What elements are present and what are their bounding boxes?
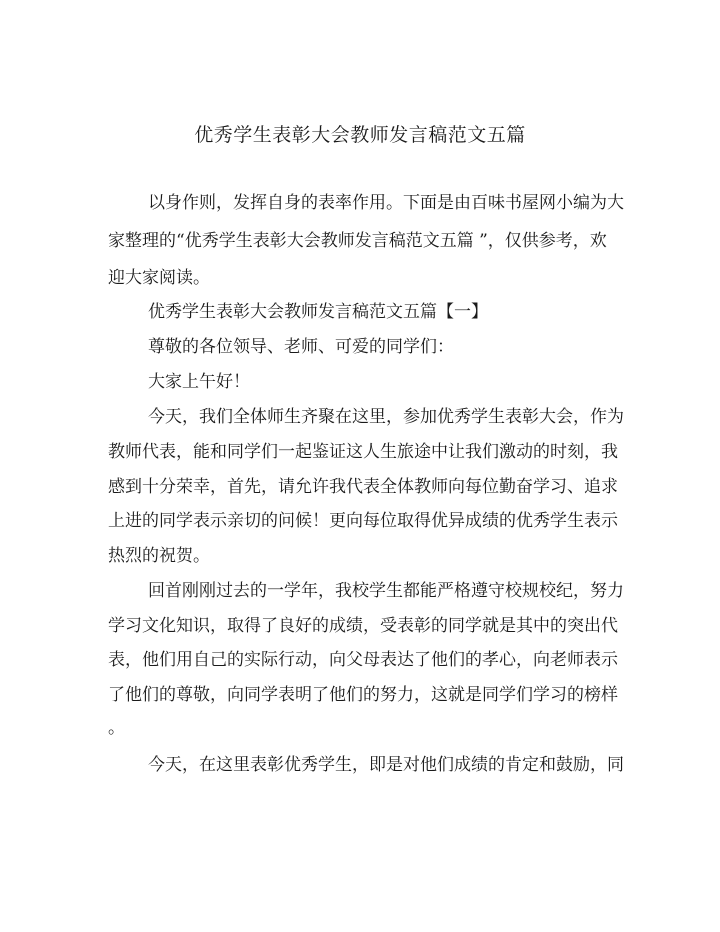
section-heading: 优秀学生表彰大会教师发言稿范文五篇【一】 xyxy=(148,302,488,322)
text-line: 回首刚刚过去的一学年，我校学生都能严格遵守校规校纪，努力 xyxy=(148,581,624,601)
greeting: 大家上午好！ xyxy=(148,372,250,392)
text-line: 以身作则，发挥自身的表率作用。下面是由百味书屋网小编为大 xyxy=(148,193,624,213)
text-line: 教师代表，能和同学们一起鉴证这人生旅途中让我们激动的时刻，我 xyxy=(108,442,618,462)
text-line: 迎大家阅读。 xyxy=(108,268,210,288)
text-line: 今天，在这里表彰优秀学生，即是对他们成绩的肯定和鼓励，同 xyxy=(148,755,624,775)
salutation: 尊敬的各位领导、老师、可爱的同学们： xyxy=(148,337,454,357)
text-line: 家整理的“优秀学生表彰大会教师发言稿范文五篇 ”，仅供参考，欢 xyxy=(108,231,607,251)
text-line: 了他们的尊敬，向同学表明了他们的努力，这就是同学们学习的榜样 xyxy=(108,685,618,705)
text-line: 表，他们用自己的实际行动，向父母表达了他们的孝心，向老师表示 xyxy=(108,650,618,670)
text-line: 今天，我们全体师生齐聚在这里，参加优秀学生表彰大会，作为 xyxy=(148,407,624,427)
text-line: 热烈的祝贺。 xyxy=(108,546,210,566)
text-line: 。 xyxy=(108,718,125,738)
text-line: 学习文化知识，取得了良好的成绩，受表彰的同学就是其中的突出代 xyxy=(108,616,618,636)
text-line: 上进的同学表示亲切的问候！更向每位取得优异成绩的优秀学生表示 xyxy=(108,511,618,531)
text-line: 感到十分荣幸，首先，请允许我代表全体教师向每位勤奋学习、追求 xyxy=(108,477,618,497)
document-title: 优秀学生表彰大会教师发言稿范文五篇 xyxy=(194,124,526,146)
